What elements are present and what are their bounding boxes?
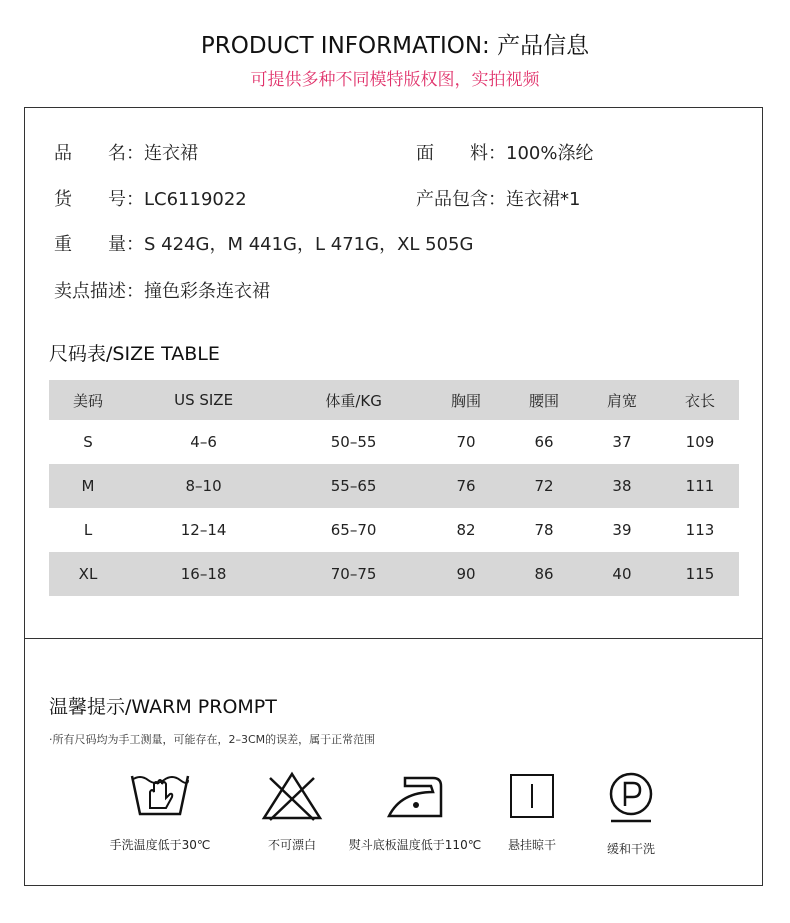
- table-cell: 72: [505, 464, 583, 508]
- size-table-header-row: [49, 380, 739, 420]
- table-cell: 12–14: [180, 521, 227, 539]
- table-cell: 82: [456, 521, 476, 539]
- package-value: 连衣裙*1: [506, 189, 581, 210]
- size-header-cell: 肩宽: [583, 380, 661, 420]
- table-cell: 70: [456, 433, 476, 451]
- table-cell: 78: [534, 521, 554, 539]
- table-cell: 113: [685, 521, 715, 539]
- table-cell: 109: [685, 433, 715, 451]
- table-cell: 40: [583, 552, 661, 596]
- care-item-hang-dry: [492, 770, 572, 853]
- prompt-note: ·所有尺码均为手工测量，可能存在，2–3CM的误差，属于正常范围: [49, 733, 376, 746]
- weight-value: S 424G，M 441G，L 471G，XL 505G: [144, 234, 474, 255]
- table-cell: 38: [583, 464, 661, 508]
- table-cell: 86: [505, 552, 583, 596]
- table-cell: 8–10: [127, 464, 280, 508]
- weight-label: 重 量：: [54, 234, 144, 255]
- table-cell: 65–70: [330, 521, 377, 539]
- table-row: [49, 464, 739, 508]
- info-package: [416, 185, 580, 211]
- table-row: [49, 552, 739, 596]
- do-not-bleach-icon: [260, 770, 324, 822]
- size-header-cell: 腰围: [505, 380, 583, 420]
- table-cell: M: [49, 464, 127, 508]
- info-fabric: [416, 139, 593, 165]
- info-name: [54, 139, 198, 165]
- table-cell: 70–75: [280, 552, 427, 596]
- hang-dry-icon: [500, 770, 564, 822]
- selling-value: 撞色彩条连衣裙: [144, 281, 270, 302]
- info-selling: [54, 277, 270, 303]
- table-cell: 111: [661, 464, 739, 508]
- care-item-iron: [345, 770, 485, 853]
- sku-value: LC6119022: [144, 189, 247, 210]
- size-header-cell: 胸围: [427, 380, 505, 420]
- info-weight: [54, 230, 473, 256]
- name-label: 品 名：: [54, 143, 144, 164]
- size-header-cell: 衣长: [661, 380, 739, 420]
- sku-label: 货 号：: [54, 189, 144, 210]
- care-label: 手洗温度低于30℃: [109, 838, 211, 852]
- selling-label: 卖点描述：: [54, 281, 144, 302]
- care-item-hand-wash: [100, 770, 220, 853]
- dry-clean-p-icon: [599, 770, 663, 826]
- size-header-cell: 体重/KG: [280, 380, 427, 420]
- hand-wash-icon: [128, 770, 192, 822]
- info-sku: [54, 185, 247, 211]
- fabric-label: 面 料：: [416, 143, 506, 164]
- table-cell: 16–18: [127, 552, 280, 596]
- table-row: [49, 508, 739, 552]
- fabric-value: 100%涤纶: [506, 143, 594, 164]
- section-divider: [24, 638, 763, 639]
- table-cell: S: [83, 433, 93, 451]
- table-cell: 55–65: [280, 464, 427, 508]
- table-cell: 39: [612, 521, 632, 539]
- care-label: 悬挂晾干: [507, 838, 556, 852]
- care-label: 缓和干洗: [606, 842, 655, 856]
- size-header-cell: US SIZE: [127, 380, 280, 420]
- name-value: 连衣裙: [144, 143, 198, 164]
- page-subtitle: 可提供多种不同模特版权图，实拍视频: [250, 70, 540, 90]
- care-label: 熨斗底板温度低于110℃: [348, 838, 482, 852]
- table-cell: 37: [612, 433, 632, 451]
- care-item-no-bleach: [242, 770, 342, 853]
- page-title: PRODUCT INFORMATION: 产品信息: [200, 33, 590, 59]
- size-header-cell: 美码: [49, 380, 127, 420]
- care-label: 不可漂白: [267, 838, 316, 852]
- table-cell: 50–55: [330, 433, 377, 451]
- table-cell: 66: [534, 433, 554, 451]
- table-cell: L: [83, 521, 93, 539]
- table-row: [49, 420, 739, 464]
- iron-icon: [383, 770, 447, 822]
- size-table-title: 尺码表/SIZE TABLE: [49, 343, 220, 365]
- table-cell: 115: [661, 552, 739, 596]
- care-item-dry-clean: [591, 770, 671, 857]
- size-table: [49, 380, 739, 596]
- table-cell: 76: [427, 464, 505, 508]
- package-label: 产品包含：: [416, 189, 506, 210]
- prompt-title: 温馨提示/WARM PROMPT: [49, 696, 277, 718]
- table-cell: 4–6: [190, 433, 217, 451]
- table-cell: XL: [49, 552, 127, 596]
- table-cell: 90: [427, 552, 505, 596]
